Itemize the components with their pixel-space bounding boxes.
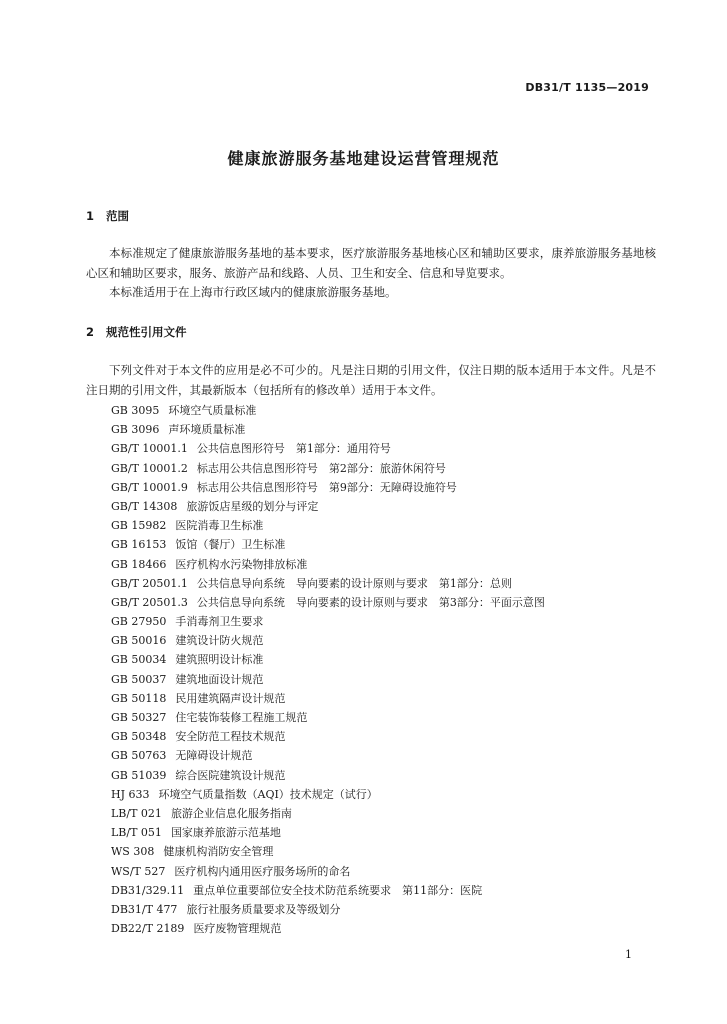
reference-title: 饭馆（餐厅）卫生标准 [175, 538, 286, 552]
reference-item [111, 862, 545, 881]
document-header-code: DB31/T 1135—2019 [525, 81, 649, 94]
reference-title: 医疗废物管理规范 [193, 922, 282, 936]
reference-item [111, 785, 545, 804]
reference-title: 公共信息导向系统 导向要素的设计原则与要求 第3部分：平面示意图 [196, 595, 545, 609]
reference-title: 手消毒剂卫生要求 [175, 615, 264, 629]
reference-title: 重点单位重要部位安全技术防范系统要求 第11部分：医院 [193, 883, 483, 897]
reference-title: 环境空气质量指数（AQI）技术规定（试行） [158, 787, 378, 801]
reference-code: LB/T 051 [111, 826, 162, 840]
reference-item [111, 650, 545, 669]
reference-code: GB/T 20501.1 [111, 576, 188, 590]
reference-code: GB 50016 [111, 634, 167, 648]
reference-code: GB 3096 [111, 423, 160, 437]
reference-item [111, 689, 545, 708]
reference-code: GB 51039 [111, 768, 167, 782]
reference-code: GB 50118 [111, 691, 167, 705]
reference-title: 医疗机构内通用医疗服务场所的命名 [174, 864, 351, 878]
reference-item [111, 459, 545, 478]
reference-code: GB 50037 [111, 672, 167, 686]
reference-code: GB/T 10001.9 [111, 480, 188, 494]
reference-item [111, 708, 545, 727]
section-title: 规范性引用文件 [106, 325, 187, 339]
reference-title: 无障碍设计规范 [175, 749, 253, 763]
reference-item [111, 593, 545, 612]
reference-item [111, 746, 545, 765]
reference-title: 健康机构消防安全管理 [163, 845, 274, 859]
reference-code: GB/T 14308 [111, 499, 178, 513]
reference-code: LB/T 021 [111, 806, 162, 820]
reference-code: DB31/329.11 [111, 883, 185, 897]
reference-title: 医疗机构水污染物排放标准 [175, 557, 308, 571]
reference-code: GB 50034 [111, 653, 167, 667]
reference-title: 安全防范工程技术规范 [175, 730, 286, 744]
reference-item [111, 516, 545, 535]
reference-title: 民用建筑隔声设计规范 [175, 691, 286, 705]
section-1-paragraph-1: 本标准规定了健康旅游服务基地的基本要求，医疗旅游服务基地核心区和辅助区要求，康养旅游服务基地核心区和辅助区要求，服务、旅游产品和线路、人员、卫生和安全、信息和导览要求。 [86, 246, 656, 280]
reference-item [111, 631, 545, 650]
reference-item [111, 497, 545, 516]
reference-title: 旅游饭店星级的划分与评定 [186, 499, 319, 513]
reference-code: GB 3095 [111, 404, 160, 417]
reference-title: 旅行社服务质量要求及等级划分 [186, 902, 341, 916]
reference-item [111, 555, 545, 574]
reference-item [111, 900, 545, 919]
reference-code: HJ 633 [111, 787, 150, 801]
section-2-heading [86, 324, 187, 340]
reference-title: 标志用公共信息图形符号 第2部分：旅游休闲符号 [196, 461, 446, 475]
normative-references-list [111, 401, 545, 938]
reference-code: GB 50348 [111, 730, 167, 744]
reference-code: GB 50327 [111, 711, 167, 724]
reference-code: GB 50763 [111, 749, 167, 763]
reference-item [111, 420, 545, 439]
reference-title: 公共信息图形符号 第1部分：通用符号 [196, 442, 391, 456]
reference-item [111, 727, 545, 746]
reference-item [111, 842, 545, 861]
reference-title: 住宅装饰装修工程施工规范 [175, 711, 308, 724]
reference-item [111, 574, 545, 593]
section-title: 范围 [106, 209, 130, 223]
reference-code: DB31/T 477 [111, 902, 178, 916]
reference-code: GB 18466 [111, 557, 167, 571]
reference-title: 标志用公共信息图形符号 第9部分：无障碍设施符号 [196, 480, 457, 494]
reference-code: GB/T 20501.3 [111, 595, 188, 609]
reference-title: 环境空气质量标准 [168, 404, 257, 417]
reference-title: 公共信息导向系统 导向要素的设计原则与要求 第1部分：总则 [196, 576, 512, 590]
reference-title: 医院消毒卫生标准 [175, 519, 264, 533]
reference-title: 建筑地面设计规范 [175, 672, 264, 686]
reference-item [111, 439, 545, 458]
reference-item [111, 881, 545, 900]
reference-item [111, 766, 545, 785]
reference-item [111, 535, 545, 554]
reference-code: GB/T 10001.1 [111, 442, 188, 456]
reference-item [111, 919, 545, 938]
reference-title: 声环境质量标准 [168, 423, 246, 437]
reference-code: GB/T 10001.2 [111, 461, 188, 475]
reference-item [111, 612, 545, 631]
reference-code: GB 15982 [111, 519, 167, 533]
reference-item [111, 670, 545, 689]
reference-title: 旅游企业信息化服务指南 [170, 806, 292, 820]
page-number: 1 [625, 948, 632, 961]
reference-item [111, 478, 545, 497]
section-number: 1 [86, 209, 95, 223]
section-1-paragraph-2: 本标准适用于在上海市行政区域内的健康旅游服务基地。 [109, 285, 397, 299]
section-2-intro: 下列文件对于本文件的应用是必不可少的。凡是注日期的引用文件，仅注日期的版本适用于本文件。凡是不注日期的引用文件，其最新版本（包括所有的修改单）适用于本文件。 [86, 363, 656, 397]
reference-code: DB22/T 2189 [111, 922, 185, 936]
reference-title: 综合医院建筑设计规范 [175, 768, 286, 782]
section-number: 2 [86, 325, 95, 339]
reference-title: 国家康养旅游示范基地 [170, 826, 281, 840]
reference-code: GB 27950 [111, 615, 167, 629]
reference-title: 建筑设计防火规范 [175, 634, 264, 648]
reference-item [111, 823, 545, 842]
document-title: 健康旅游服务基地建设运营管理规范 [227, 149, 500, 168]
reference-code: GB 16153 [111, 538, 167, 552]
reference-item [111, 804, 545, 823]
reference-title: 建筑照明设计标准 [175, 653, 264, 667]
reference-code: WS/T 527 [111, 864, 166, 878]
section-1-heading [86, 208, 129, 224]
reference-item [111, 401, 545, 420]
reference-code: WS 308 [111, 845, 155, 859]
